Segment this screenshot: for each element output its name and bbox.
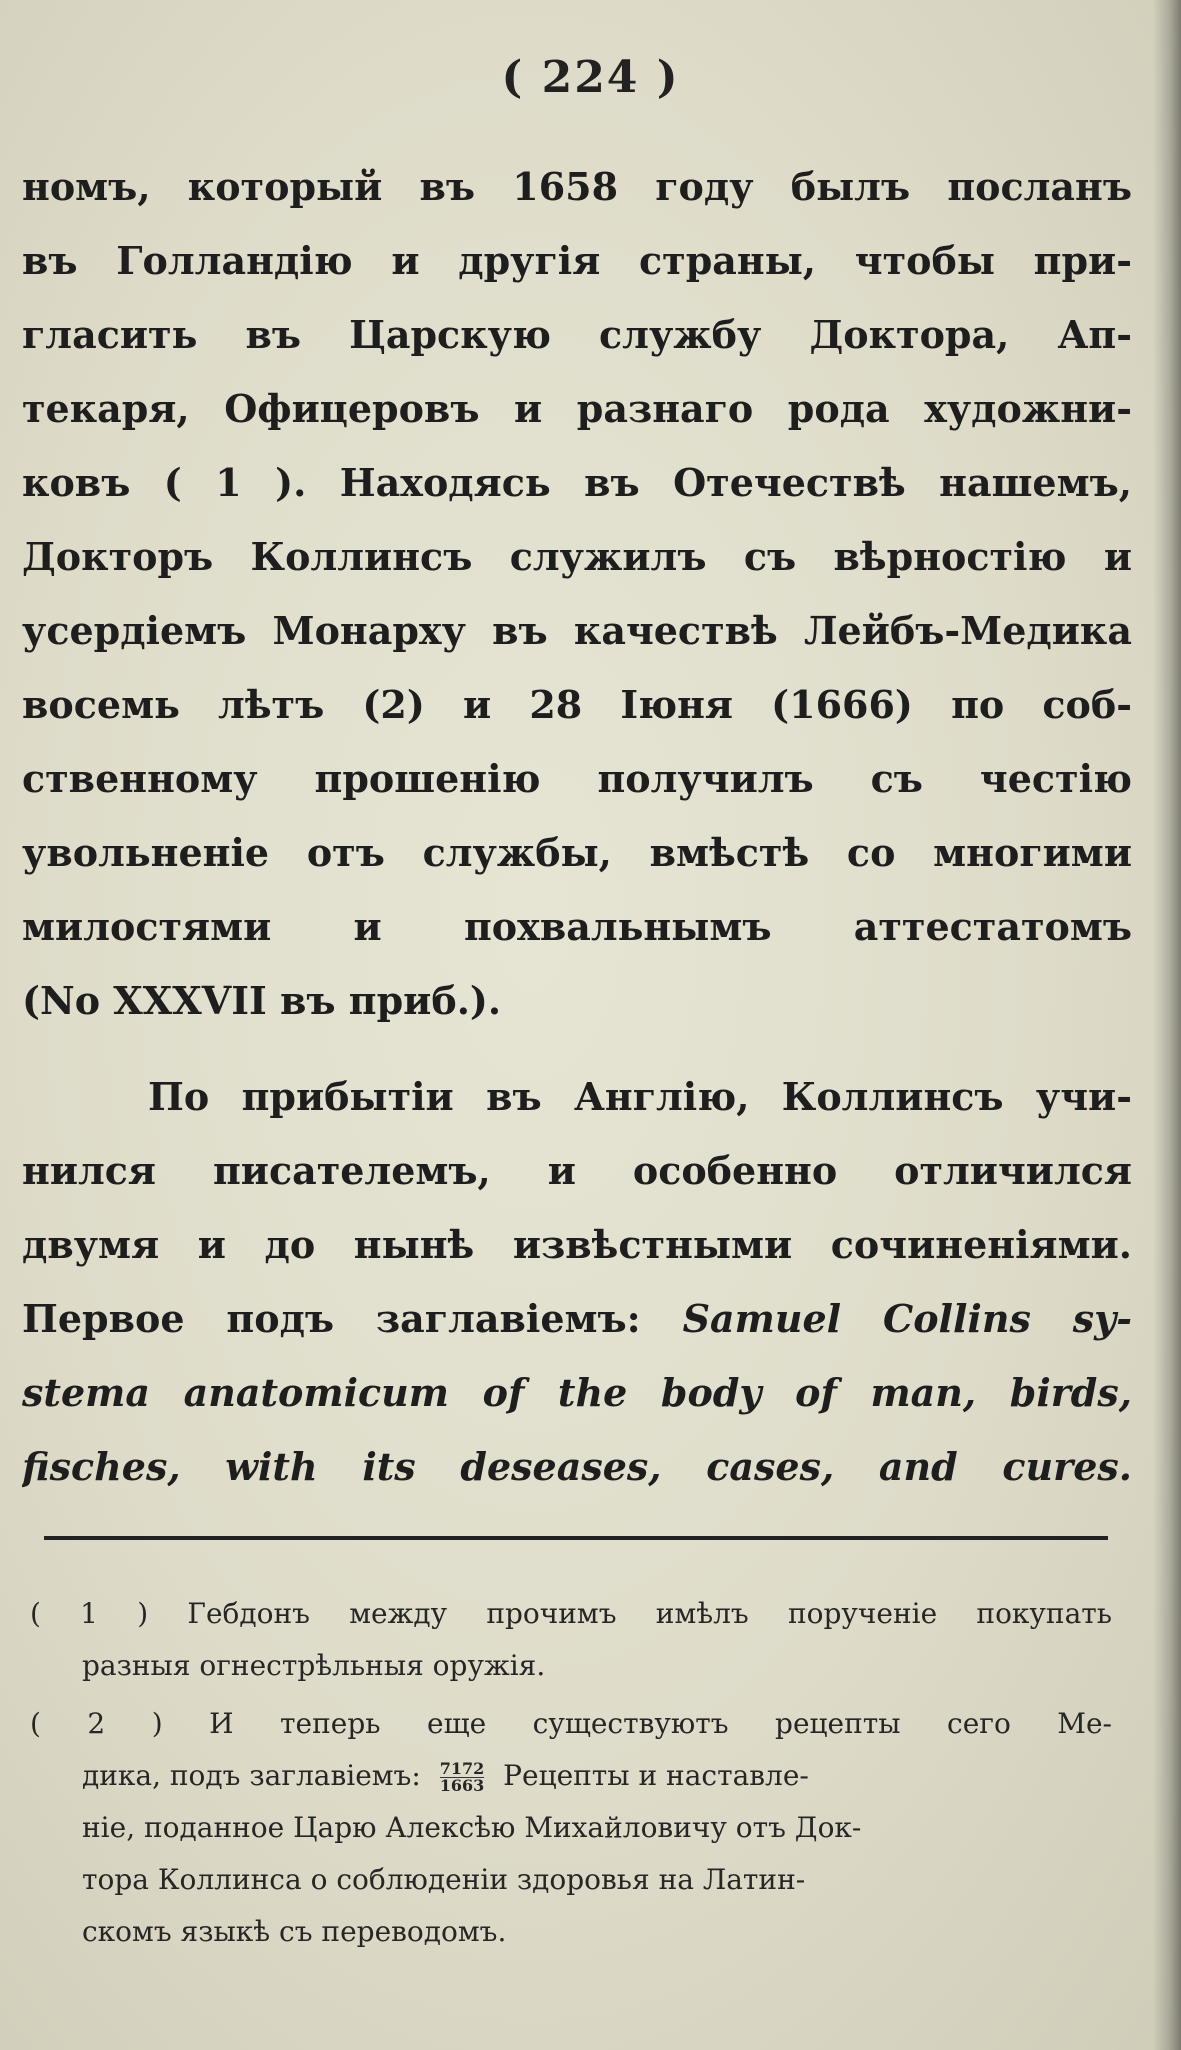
text-line: гласить въ Царскую службу Доктора, Ап- bbox=[22, 312, 1132, 357]
text-line: милостями и похвальнымъ аттестатомъ bbox=[22, 904, 1132, 949]
text-line: текаря, Офицеровъ и разнаго рода художни- bbox=[22, 386, 1132, 431]
text-line: ковъ ( 1 ). Находясь въ Отечествѣ нашемъ, bbox=[22, 460, 1132, 505]
text-line: восемь лѣтъ (2) и 28 Іюня (1666) по соб- bbox=[22, 682, 1132, 727]
text-line: усердіемъ Монарху въ качествѣ Лейбъ-Медика bbox=[22, 608, 1132, 653]
text-line: въ Голландію и другія страны, чтобы при- bbox=[22, 238, 1132, 283]
footnotes bbox=[30, 1588, 1112, 1958]
page-edge-shadow bbox=[1153, 0, 1181, 2050]
footnote-2-line: тора Коллинса о соблюденіи здоровья на Латин- bbox=[82, 1863, 806, 1896]
footnote-date-bottom: 1663 bbox=[439, 1776, 485, 1795]
footnote-2-line-with-date bbox=[30, 1750, 1112, 1802]
paragraph-gap bbox=[22, 1038, 1132, 1060]
text-segment: Первое подъ заглавіемъ: bbox=[22, 1296, 641, 1341]
footnote-2-segment: дика, подъ заглавіемъ: bbox=[82, 1759, 421, 1792]
text-line: (No XXXVII въ приб.). bbox=[22, 978, 502, 1023]
footnote-2-segment: Рецепты и наставле- bbox=[503, 1759, 809, 1792]
text-line: увольненіе отъ службы, вмѣстѣ со многими bbox=[22, 830, 1132, 875]
text-line: номъ, который въ 1658 году былъ посланъ bbox=[22, 164, 1132, 209]
main-text bbox=[22, 150, 1132, 1504]
text-line: Докторъ Коллинсъ служилъ съ вѣрностію и bbox=[22, 534, 1132, 579]
text-line: нился писателемъ, и особенно отличился bbox=[22, 1148, 1132, 1193]
italic-title-line: fisches, with its deseases, cases, and cures. bbox=[22, 1444, 1132, 1489]
text-line: двумя и до нынѣ извѣстными сочиненіями. bbox=[22, 1222, 1132, 1267]
footnote-2-line: скомъ языкѣ съ переводомъ. bbox=[82, 1915, 507, 1948]
italic-title-line: stema anatomicum of the body of man, birds, bbox=[22, 1370, 1132, 1415]
text-line: ственному прошенію получилъ съ честію bbox=[22, 756, 1132, 801]
footnote-2-line: ( 2 ) И теперь еще существуютъ рецепты сего Ме- bbox=[30, 1707, 1112, 1740]
footnote-2-line: ніе, поданное Царю Алексѣю Михайловичу отъ Док- bbox=[82, 1811, 862, 1844]
page-number: ( 224 ) bbox=[501, 52, 680, 103]
text-line: По прибытіи въ Англію, Коллинсъ учи- bbox=[148, 1074, 1132, 1119]
footnote-divider bbox=[44, 1536, 1108, 1540]
text-line-mixed bbox=[22, 1282, 1132, 1356]
italic-title-segment: Samuel Collins sy- bbox=[682, 1296, 1132, 1341]
footnote-date-top: 7172 bbox=[439, 1759, 485, 1778]
footnote-1-line: ( 1 ) Гебдонъ между прочимъ имѣлъ порученіе покупать bbox=[30, 1597, 1112, 1630]
footnote-1-line: разныя огнестрѣльныя оружія. bbox=[82, 1649, 546, 1682]
footnote-date-fraction bbox=[440, 1761, 485, 1794]
